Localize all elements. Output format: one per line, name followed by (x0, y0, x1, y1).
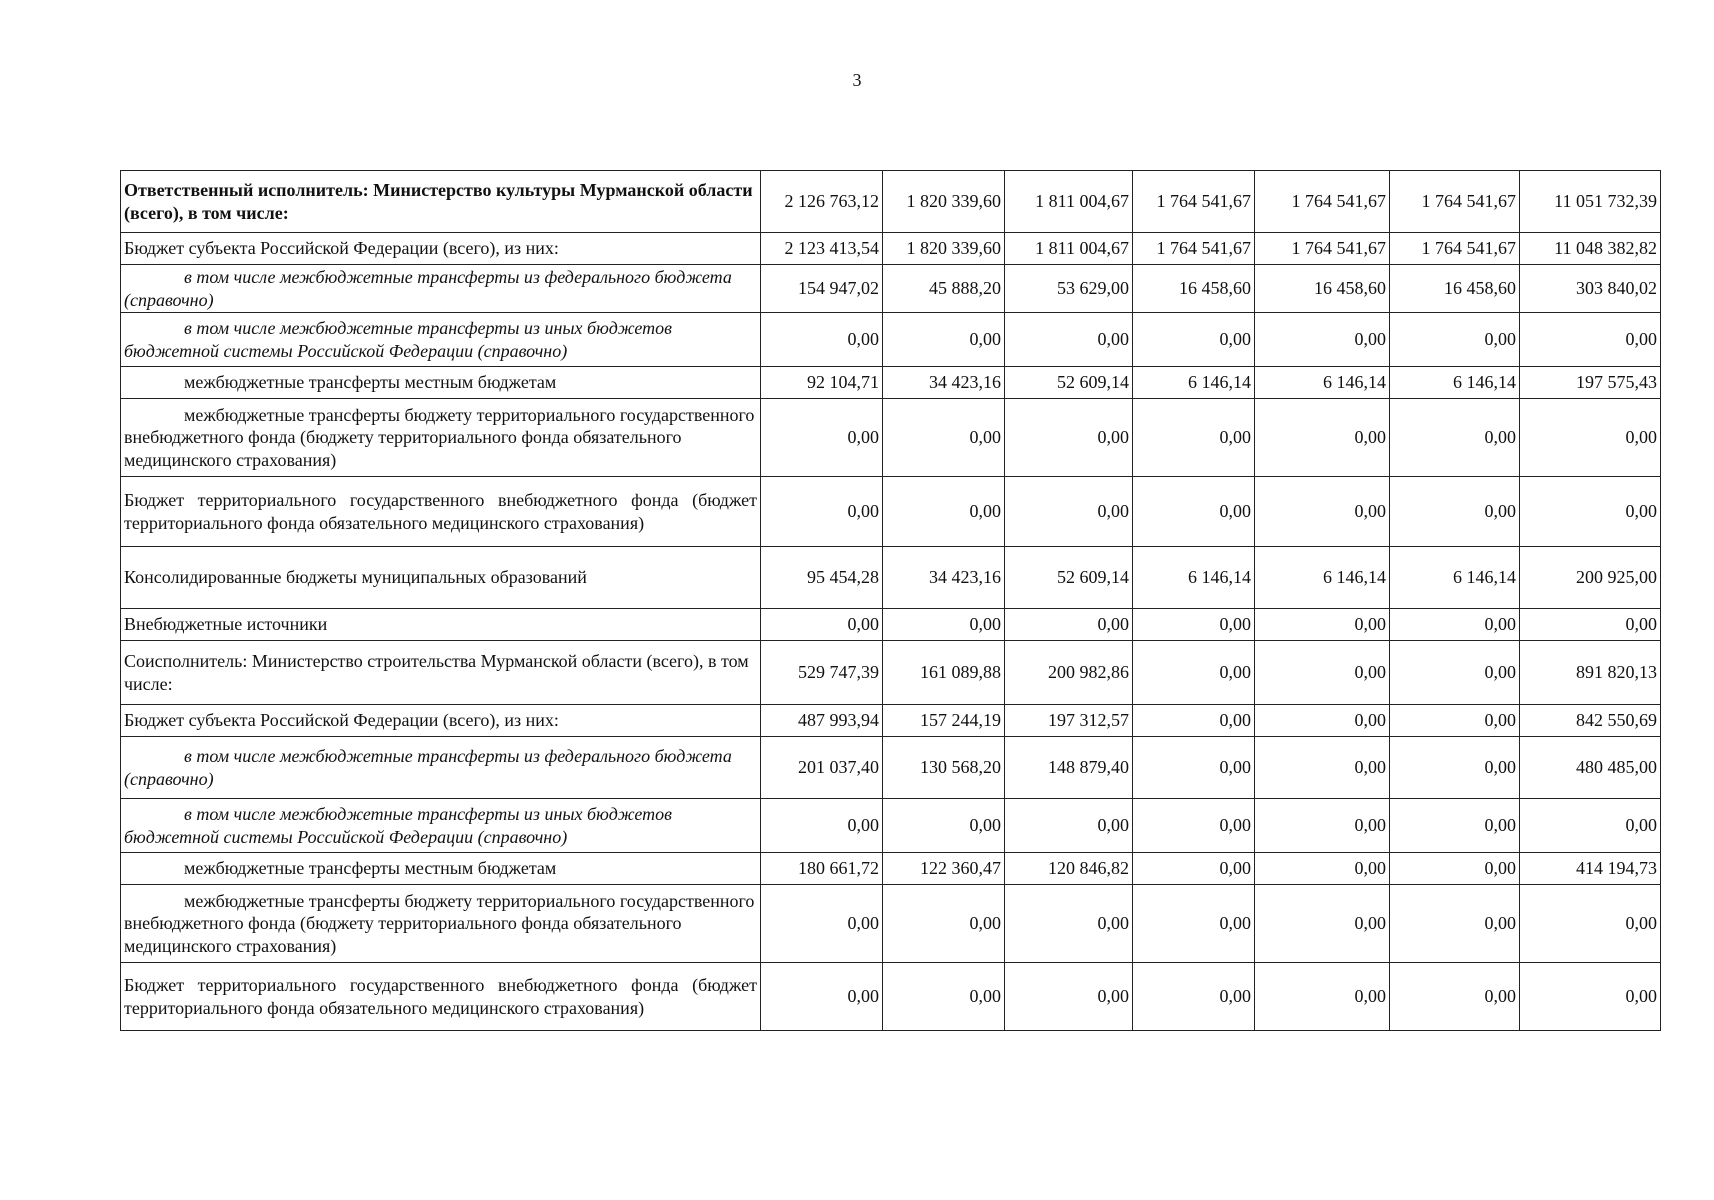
row-total-cell: 0,00 (1520, 799, 1661, 853)
value-cell: 0,00 (883, 313, 1005, 367)
value-cell: 0,00 (1390, 313, 1520, 367)
value-cell: 0,00 (1255, 963, 1390, 1031)
row-label: Консолидированные бюджеты муниципальных образований (121, 547, 761, 609)
value-cell: 0,00 (1005, 477, 1133, 547)
value-cell: 0,00 (761, 609, 883, 641)
value-cell: 0,00 (883, 799, 1005, 853)
row-total-cell: 197 575,43 (1520, 367, 1661, 399)
value-cell: 6 146,14 (1133, 367, 1255, 399)
value-cell: 154 947,02 (761, 265, 883, 313)
table-row (121, 547, 1661, 609)
value-cell: 16 458,60 (1133, 265, 1255, 313)
value-cell: 52 609,14 (1005, 547, 1133, 609)
value-cell: 120 846,82 (1005, 853, 1133, 885)
value-cell: 0,00 (1133, 885, 1255, 963)
value-cell: 0,00 (761, 799, 883, 853)
row-label: в том числе межбюджетные трансферты из федерального бюджета (справочно) (121, 265, 761, 313)
value-cell: 0,00 (883, 963, 1005, 1031)
value-cell: 0,00 (1255, 399, 1390, 477)
value-cell: 0,00 (1133, 963, 1255, 1031)
value-cell: 1 820 339,60 (883, 233, 1005, 265)
value-cell: 0,00 (1390, 853, 1520, 885)
value-cell: 0,00 (761, 313, 883, 367)
value-cell: 197 312,57 (1005, 705, 1133, 737)
table-row (121, 799, 1661, 853)
row-label: Бюджет субъекта Российской Федерации (всего), из них: (121, 233, 761, 265)
value-cell: 1 811 004,67 (1005, 233, 1133, 265)
row-total-cell: 0,00 (1520, 963, 1661, 1031)
value-cell: 34 423,16 (883, 367, 1005, 399)
table-row (121, 641, 1661, 705)
row-total-cell: 842 550,69 (1520, 705, 1661, 737)
value-cell: 0,00 (1255, 705, 1390, 737)
value-cell: 0,00 (1133, 477, 1255, 547)
value-cell: 6 146,14 (1255, 367, 1390, 399)
value-cell: 2 123 413,54 (761, 233, 883, 265)
row-total-cell: 480 485,00 (1520, 737, 1661, 799)
value-cell: 122 360,47 (883, 853, 1005, 885)
value-cell: 0,00 (1133, 609, 1255, 641)
page-number: 3 (852, 70, 862, 90)
value-cell: 2 126 763,12 (761, 171, 883, 233)
value-cell: 0,00 (1133, 705, 1255, 737)
value-cell: 1 764 541,67 (1255, 233, 1390, 265)
row-label: Бюджет территориального государственного внебюджетного фонда (бюджет территориального фонда обязательного медицинского страхования) (121, 963, 761, 1031)
row-total-cell: 11 048 382,82 (1520, 233, 1661, 265)
row-total-cell: 0,00 (1520, 313, 1661, 367)
value-cell: 16 458,60 (1255, 265, 1390, 313)
row-label: межбюджетные трансферты местным бюджетам (121, 367, 761, 399)
table-row (121, 313, 1661, 367)
value-cell: 0,00 (1133, 399, 1255, 477)
value-cell: 130 568,20 (883, 737, 1005, 799)
value-cell: 0,00 (761, 399, 883, 477)
row-label: Ответственный исполнитель: Министерство культуры Мурманской области (всего), в том числе: (121, 171, 761, 233)
value-cell: 6 146,14 (1255, 547, 1390, 609)
table-row (121, 367, 1661, 399)
value-cell: 0,00 (1133, 737, 1255, 799)
value-cell: 161 089,88 (883, 641, 1005, 705)
value-cell: 0,00 (1255, 609, 1390, 641)
row-label: межбюджетные трансферты бюджету территориального государственного внебюджетного фонда (бюджету территориального фонда обязательного медицинского страхования) (121, 885, 761, 963)
value-cell: 0,00 (1005, 399, 1133, 477)
row-total-cell: 11 051 732,39 (1520, 171, 1661, 233)
value-cell: 0,00 (1255, 885, 1390, 963)
value-cell: 0,00 (1390, 641, 1520, 705)
table-row (121, 609, 1661, 641)
value-cell: 148 879,40 (1005, 737, 1133, 799)
value-cell: 53 629,00 (1005, 265, 1133, 313)
value-cell: 0,00 (1005, 885, 1133, 963)
value-cell: 0,00 (1133, 641, 1255, 705)
value-cell: 0,00 (1133, 853, 1255, 885)
value-cell: 200 982,86 (1005, 641, 1133, 705)
value-cell: 0,00 (1005, 799, 1133, 853)
value-cell: 0,00 (1390, 477, 1520, 547)
value-cell: 0,00 (1005, 313, 1133, 367)
value-cell: 0,00 (883, 399, 1005, 477)
value-cell: 0,00 (1390, 737, 1520, 799)
row-label: межбюджетные трансферты местным бюджетам (121, 853, 761, 885)
value-cell: 16 458,60 (1390, 265, 1520, 313)
value-cell: 0,00 (1255, 477, 1390, 547)
value-cell: 180 661,72 (761, 853, 883, 885)
table-row (121, 399, 1661, 477)
table-row (121, 265, 1661, 313)
row-total-cell: 891 820,13 (1520, 641, 1661, 705)
value-cell: 1 764 541,67 (1390, 233, 1520, 265)
value-cell: 0,00 (1005, 963, 1133, 1031)
value-cell: 6 146,14 (1133, 547, 1255, 609)
value-cell: 6 146,14 (1390, 547, 1520, 609)
value-cell: 0,00 (761, 477, 883, 547)
value-cell: 0,00 (883, 477, 1005, 547)
value-cell: 0,00 (1390, 885, 1520, 963)
value-cell: 1 811 004,67 (1005, 171, 1133, 233)
row-label: в том числе межбюджетные трансферты из иных бюджетов бюджетной системы Российской Федерации (справочно) (121, 799, 761, 853)
row-label: Бюджет территориального государственного внебюджетного фонда (бюджет территориального фонда обязательного медицинского страхования) (121, 477, 761, 547)
row-label: Внебюджетные источники (121, 609, 761, 641)
value-cell: 0,00 (1390, 799, 1520, 853)
value-cell: 0,00 (761, 963, 883, 1031)
value-cell: 6 146,14 (1390, 367, 1520, 399)
table-row (121, 171, 1661, 233)
table-row (121, 705, 1661, 737)
value-cell: 52 609,14 (1005, 367, 1133, 399)
row-total-cell: 0,00 (1520, 609, 1661, 641)
table-row (121, 885, 1661, 963)
budget-table (120, 170, 1661, 1031)
row-total-cell: 0,00 (1520, 399, 1661, 477)
value-cell: 0,00 (883, 885, 1005, 963)
value-cell: 529 747,39 (761, 641, 883, 705)
value-cell: 34 423,16 (883, 547, 1005, 609)
table-row (121, 853, 1661, 885)
value-cell: 0,00 (1255, 853, 1390, 885)
value-cell: 0,00 (1390, 399, 1520, 477)
value-cell: 1 764 541,67 (1133, 171, 1255, 233)
row-label: межбюджетные трансферты бюджету территориального государственного внебюджетного фонда (бюджету территориального фонда обязательного медицинского страхования) (121, 399, 761, 477)
value-cell: 1 764 541,67 (1390, 171, 1520, 233)
row-total-cell: 414 194,73 (1520, 853, 1661, 885)
table-row (121, 963, 1661, 1031)
value-cell: 0,00 (883, 609, 1005, 641)
value-cell: 0,00 (1255, 799, 1390, 853)
row-label: в том числе межбюджетные трансферты из федерального бюджета (справочно) (121, 737, 761, 799)
value-cell: 0,00 (1005, 609, 1133, 641)
row-total-cell: 303 840,02 (1520, 265, 1661, 313)
value-cell: 487 993,94 (761, 705, 883, 737)
row-label: Бюджет субъекта Российской Федерации (всего), из них: (121, 705, 761, 737)
value-cell: 1 820 339,60 (883, 171, 1005, 233)
value-cell: 0,00 (1133, 799, 1255, 853)
value-cell: 45 888,20 (883, 265, 1005, 313)
value-cell: 0,00 (761, 885, 883, 963)
value-cell: 0,00 (1390, 705, 1520, 737)
value-cell: 157 244,19 (883, 705, 1005, 737)
value-cell: 1 764 541,67 (1255, 171, 1390, 233)
row-label: в том числе межбюджетные трансферты из иных бюджетов бюджетной системы Российской Федерации (справочно) (121, 313, 761, 367)
value-cell: 0,00 (1390, 609, 1520, 641)
value-cell: 0,00 (1390, 963, 1520, 1031)
table-body (121, 171, 1661, 1031)
value-cell: 0,00 (1133, 313, 1255, 367)
value-cell: 0,00 (1255, 641, 1390, 705)
value-cell: 92 104,71 (761, 367, 883, 399)
row-total-cell: 0,00 (1520, 885, 1661, 963)
value-cell: 201 037,40 (761, 737, 883, 799)
row-total-cell: 0,00 (1520, 477, 1661, 547)
value-cell: 95 454,28 (761, 547, 883, 609)
table-row (121, 233, 1661, 265)
table-row (121, 737, 1661, 799)
value-cell: 0,00 (1255, 737, 1390, 799)
value-cell: 0,00 (1255, 313, 1390, 367)
value-cell: 1 764 541,67 (1133, 233, 1255, 265)
table-row (121, 477, 1661, 547)
row-label: Соисполнитель: Министерство строительства Мурманской области (всего), в том числе: (121, 641, 761, 705)
row-total-cell: 200 925,00 (1520, 547, 1661, 609)
